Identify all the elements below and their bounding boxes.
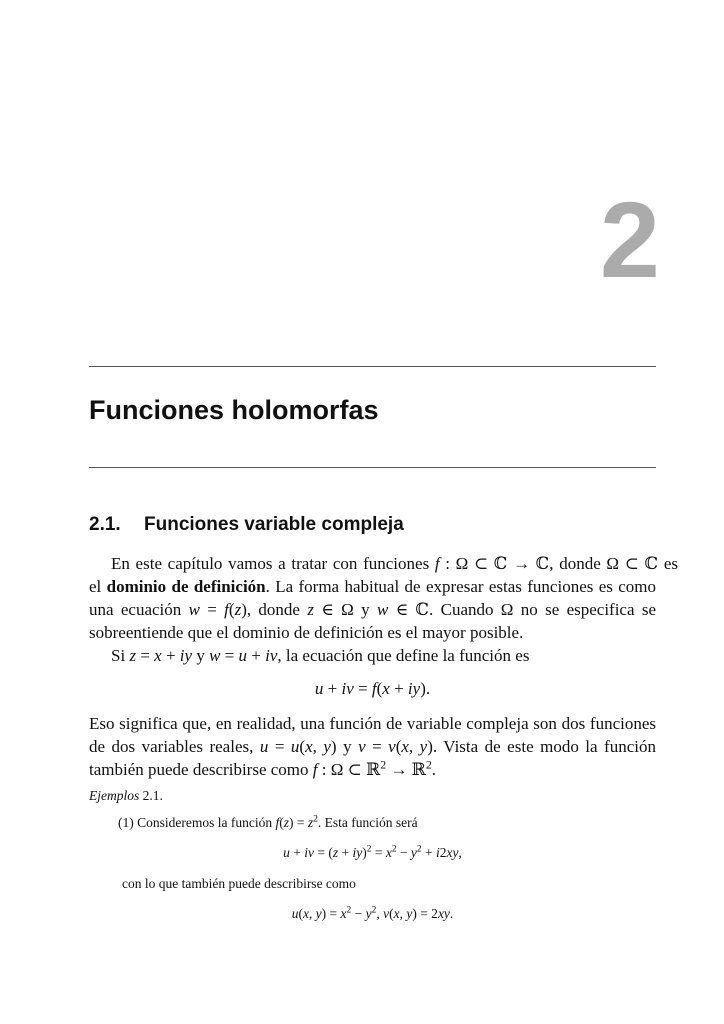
text-segment: ( <box>298 906 303 921</box>
text-segment: , la ecuación que define la función es <box>277 646 530 665</box>
math-symbol: x <box>382 679 390 698</box>
math-symbol: 2 <box>346 905 352 916</box>
text-segment: Si <box>111 646 130 665</box>
text-segment: ) <box>362 845 367 860</box>
text-segment: . <box>449 906 454 921</box>
math-symbol: z <box>234 600 242 619</box>
text-line <box>89 785 656 807</box>
section-heading <box>89 514 404 536</box>
text-segment: ) = 2 <box>412 906 438 921</box>
math-symbol: f <box>371 679 377 698</box>
text-segment: : Ω ⊂ ℝ <box>317 760 381 779</box>
text-segment: ) = <box>289 815 308 830</box>
math-symbol: u <box>314 679 324 698</box>
math-symbol: 2 <box>371 905 377 916</box>
text-segment: el <box>89 577 107 596</box>
text-line <box>89 759 656 781</box>
text-line <box>89 576 656 598</box>
math-symbol: 2 <box>416 844 422 855</box>
text-segment: ∈ Ω y <box>313 600 377 619</box>
math-symbol: 2 <box>380 757 387 772</box>
math-symbol: 2 <box>366 844 372 855</box>
text-line <box>89 903 656 925</box>
text-segment: una ecuación <box>89 600 189 619</box>
divider-top <box>89 366 656 367</box>
text-segment: (1) Consideremos la función <box>118 815 276 830</box>
bold-term: dominio de definición <box>106 577 266 596</box>
text-segment: también puede describirse como <box>89 760 313 779</box>
math-symbol: z <box>307 600 314 619</box>
math-symbol: f <box>275 815 280 830</box>
math-symbol: iv <box>265 646 278 665</box>
text-line <box>89 553 678 575</box>
text-segment: = <box>199 600 225 619</box>
text-segment: ( <box>299 737 306 756</box>
text-segment: → ℝ <box>386 760 426 779</box>
text-segment: sobreentiende que el dominio de definición es el mayor posible. <box>89 623 524 642</box>
text-segment: : Ω ⊂ ℂ → ℂ, donde Ω ⊂ ℂ es <box>439 554 678 573</box>
text-segment: + <box>289 845 305 860</box>
text-line <box>89 713 656 735</box>
math-symbol: x, y <box>401 737 428 756</box>
chapter-title: Funciones holomorfas <box>89 395 379 425</box>
math-symbol: x <box>340 906 347 921</box>
text-segment: Eso significa que, en realidad, una función de variable compleja son dos funciones <box>89 714 656 733</box>
math-symbol: 2 <box>425 757 432 772</box>
text-segment: = <box>365 737 389 756</box>
section-number: 2.1. <box>89 514 121 535</box>
math-symbol: iy <box>179 646 193 665</box>
text-segment: = ( <box>313 845 333 860</box>
text-segment: + <box>247 646 266 665</box>
text-segment: ), donde <box>241 600 308 619</box>
text-line <box>89 842 656 864</box>
text-segment: En este capítulo vamos a tratar con funciones <box>111 554 435 573</box>
math-symbol: u <box>283 845 290 860</box>
math-symbol: u <box>259 737 269 756</box>
text-segment: y <box>192 646 210 665</box>
text-segment: ( <box>395 737 402 756</box>
text-segment: + <box>323 679 342 698</box>
math-symbol: i <box>436 845 440 860</box>
text-segment: , <box>458 845 462 860</box>
section-title: Funciones variable compleja <box>144 514 404 535</box>
math-symbol: w <box>209 646 221 665</box>
math-symbol: f <box>434 554 440 573</box>
math-symbol: f <box>224 600 229 619</box>
text-segment: = <box>353 679 372 698</box>
math-symbol: x, y <box>393 906 413 921</box>
math-symbol: x, y <box>302 906 322 921</box>
text-segment: = <box>268 737 291 756</box>
text-segment: 2.1. <box>139 788 163 803</box>
text-segment: ) y <box>330 737 359 756</box>
math-symbol: y <box>365 906 372 921</box>
math-symbol: x, y <box>305 737 331 756</box>
text-segment: ( <box>228 600 235 619</box>
text-segment: ( <box>389 906 394 921</box>
text-segment: . Esta función será <box>317 815 418 830</box>
chapter-number: 2 <box>599 179 660 300</box>
math-symbol: xy <box>446 845 459 860</box>
math-symbol: w <box>376 600 389 619</box>
text-segment: ( <box>376 679 383 698</box>
math-symbol: xy <box>437 906 450 921</box>
math-symbol: f <box>312 760 318 779</box>
math-symbol: v <box>388 737 396 756</box>
math-symbol: u <box>238 646 248 665</box>
text-line <box>89 736 656 758</box>
math-symbol: z <box>332 845 339 860</box>
math-symbol: iv <box>304 845 314 860</box>
math-symbol: x <box>154 646 162 665</box>
math-symbol: z <box>129 646 137 665</box>
text-segment: = <box>136 646 155 665</box>
math-symbol: iv <box>341 679 354 698</box>
divider-bottom <box>89 467 656 468</box>
text-segment: . <box>431 760 437 779</box>
text-segment: de dos variables reales, <box>89 737 260 756</box>
text-segment: + <box>389 679 408 698</box>
math-symbol: Ejemplos <box>89 788 140 803</box>
math-symbol: z <box>307 815 314 830</box>
math-symbol: 2 <box>313 814 318 825</box>
math-symbol: x <box>385 845 392 860</box>
text-segment: = <box>220 646 239 665</box>
text-segment: = <box>371 845 386 860</box>
text-line <box>122 873 689 895</box>
text-segment: − <box>351 906 366 921</box>
math-symbol: y <box>410 845 417 860</box>
math-symbol: v <box>358 737 366 756</box>
math-symbol: 2 <box>391 844 397 855</box>
text-line <box>89 599 656 621</box>
text-line <box>89 645 656 667</box>
text-segment: ). <box>420 679 431 698</box>
math-symbol: u <box>291 906 299 921</box>
math-symbol: z <box>283 815 289 830</box>
text-segment: + <box>421 845 437 860</box>
text-segment: , <box>376 906 384 921</box>
text-line <box>89 622 656 644</box>
math-symbol: w <box>188 600 200 619</box>
text-segment: ∈ ℂ. Cuando Ω no se especifica se <box>388 600 656 619</box>
math-symbol: iy <box>352 845 363 860</box>
text-segment: ) = <box>321 906 341 921</box>
text-segment: . La forma habitual de expresar estas funciones es como <box>265 577 656 596</box>
text-line <box>118 812 685 834</box>
math-symbol: u <box>290 737 300 756</box>
text-segment: + <box>161 646 180 665</box>
text-segment: con lo que también puede describirse como <box>122 876 356 891</box>
math-symbol: v <box>383 906 390 921</box>
text-segment: 2 <box>439 845 447 860</box>
text-segment: ( <box>279 815 284 830</box>
text-segment: − <box>396 845 411 860</box>
text-segment: + <box>338 845 353 860</box>
math-symbol: iy <box>407 679 421 698</box>
text-segment: ). Vista de este modo la función <box>427 737 656 756</box>
text-line <box>89 678 656 700</box>
